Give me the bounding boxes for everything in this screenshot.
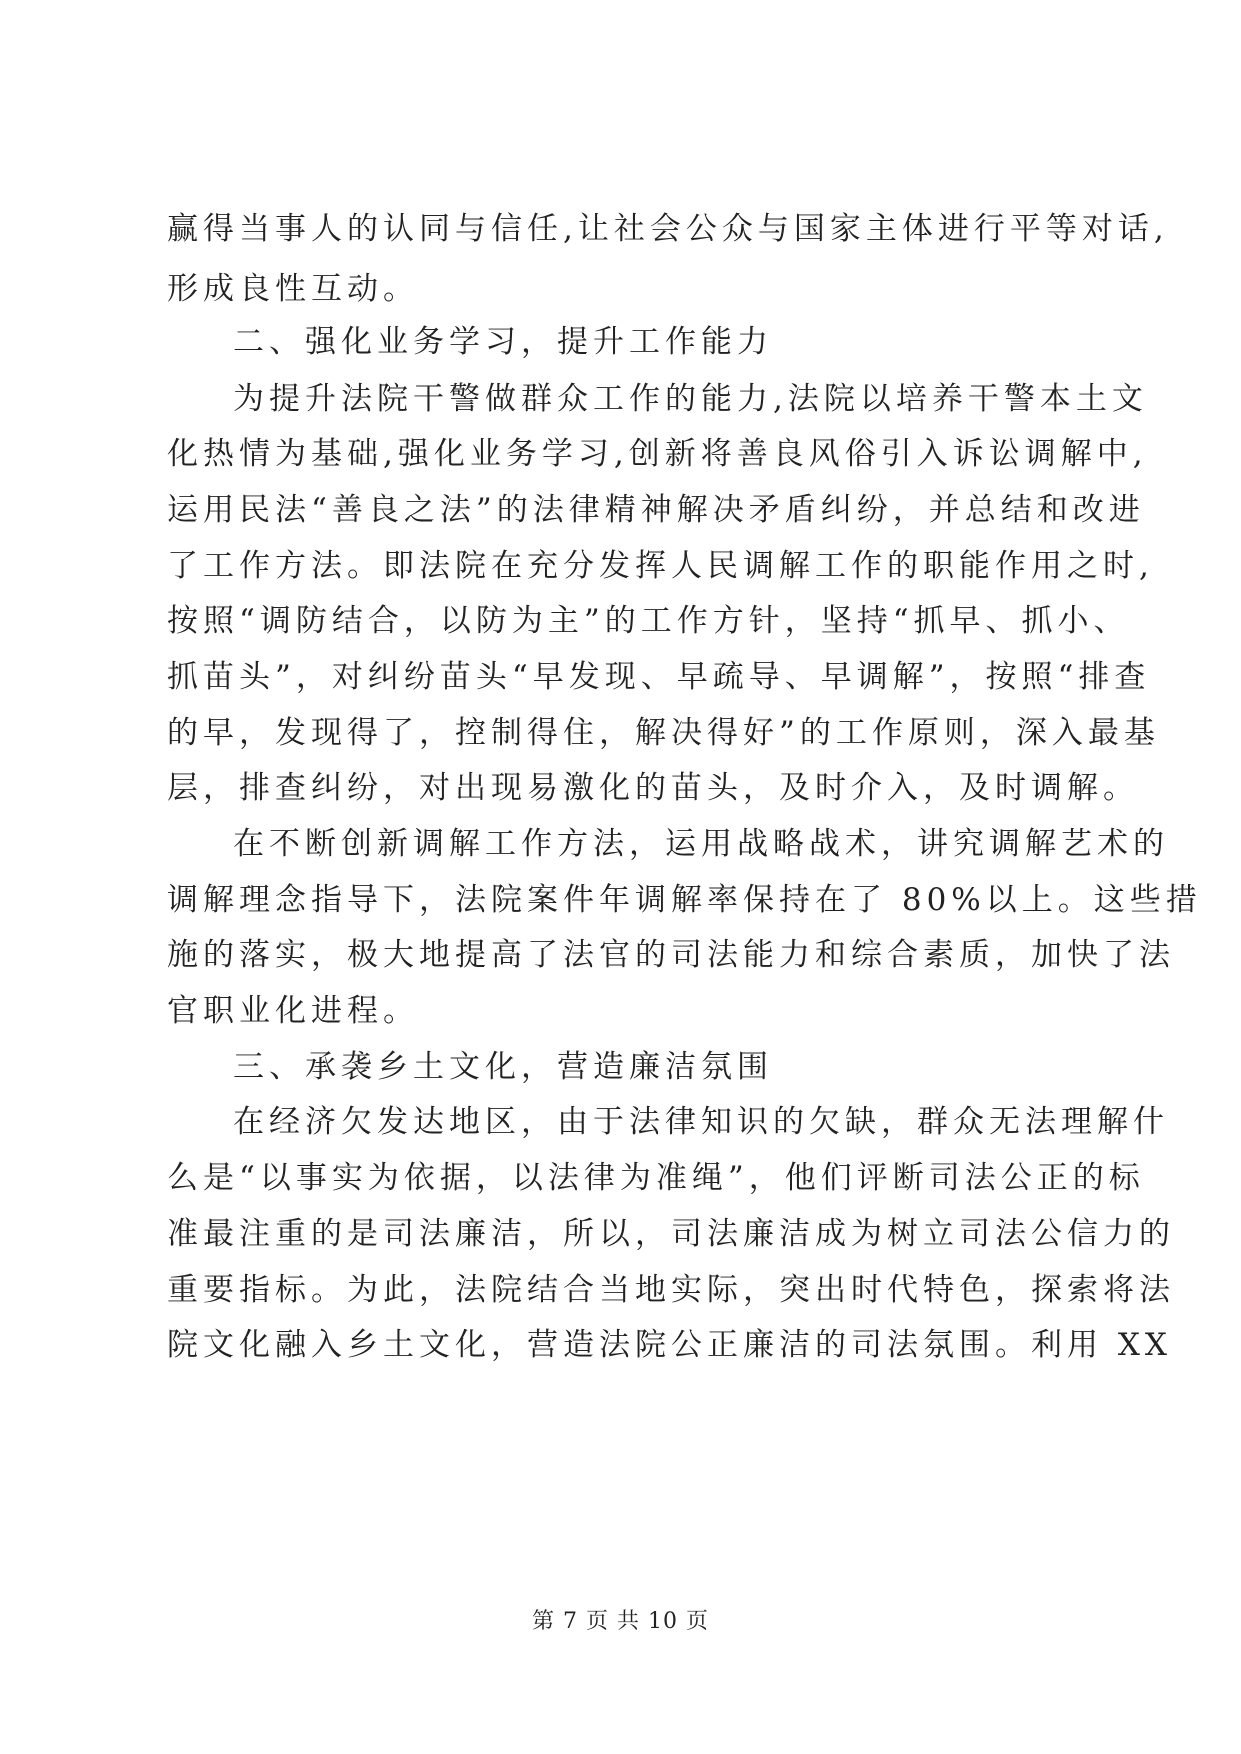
body-text-line: 重要指标。为此，法院结合当地实际，突出时代特色，探索将法 xyxy=(167,1272,1175,1308)
body-text-line: 化热情为基础,强化业务学习,创新将善良风俗引入诉讼调解中, xyxy=(167,436,1148,472)
body-text-line: 的早，发现得了，控制得住，解决得好”的工作原则，深入最基 xyxy=(167,715,1160,751)
body-text-line: 了工作方法。即法院在充分发挥人民调解工作的职能作用之时, xyxy=(167,548,1154,584)
body-text-line: 施的落实，极大地提高了法官的司法能力和综合素质，加快了法 xyxy=(167,937,1175,973)
body-text-line: 为提升法院干警做群众工作的能力,法院以培养干警本土文 xyxy=(233,381,1148,417)
section-heading: 二、强化业务学习，提升工作能力 xyxy=(233,324,773,360)
body-text-line: 官职业化进程。 xyxy=(167,993,419,1029)
body-text-line: 层，排查纠纷，对出现易激化的苗头，及时介入，及时调解。 xyxy=(167,770,1139,806)
body-text-line: 按照“调防结合，以防为主”的工作方针，坚持“抓早、抓小、 xyxy=(167,603,1130,639)
page-footer: 第 7 页 共 10 页 xyxy=(532,1609,709,1634)
body-text-line: 调解理念指导下，法院案件年调解率保持在了 80%以上。这些措 xyxy=(167,882,1202,918)
body-text-line: 院文化融入乡土文化，营造法院公正廉洁的司法氛围。利用 XX xyxy=(167,1327,1172,1363)
body-text-line: 在经济欠发达地区，由于法律知识的欠缺，群众无法理解什 xyxy=(233,1104,1169,1140)
body-text-line: 赢得当事人的认同与信任,让社会公众与国家主体进行平等对话, xyxy=(167,211,1169,247)
body-text-line: 在不断创新调解工作方法，运用战略战术，讲究调解艺术的 xyxy=(233,826,1169,862)
section-heading: 三、承袭乡土文化，营造廉洁氛围 xyxy=(233,1049,773,1085)
body-text-line: 么是“以事实为依据，以法律为准绳”，他们评断司法公正的标 xyxy=(167,1160,1145,1196)
body-text-line: 抓苗头”，对纠纷苗头“早发现、早疏导、早调解”，按照“排查 xyxy=(167,659,1151,695)
body-text-line: 形成良性互动。 xyxy=(167,271,419,307)
body-text-line: 运用民法“善良之法”的法律精神解决矛盾纠纷，并总结和改进 xyxy=(167,492,1145,528)
body-text-line: 准最注重的是司法廉洁，所以，司法廉洁成为树立司法公信力的 xyxy=(167,1216,1175,1252)
